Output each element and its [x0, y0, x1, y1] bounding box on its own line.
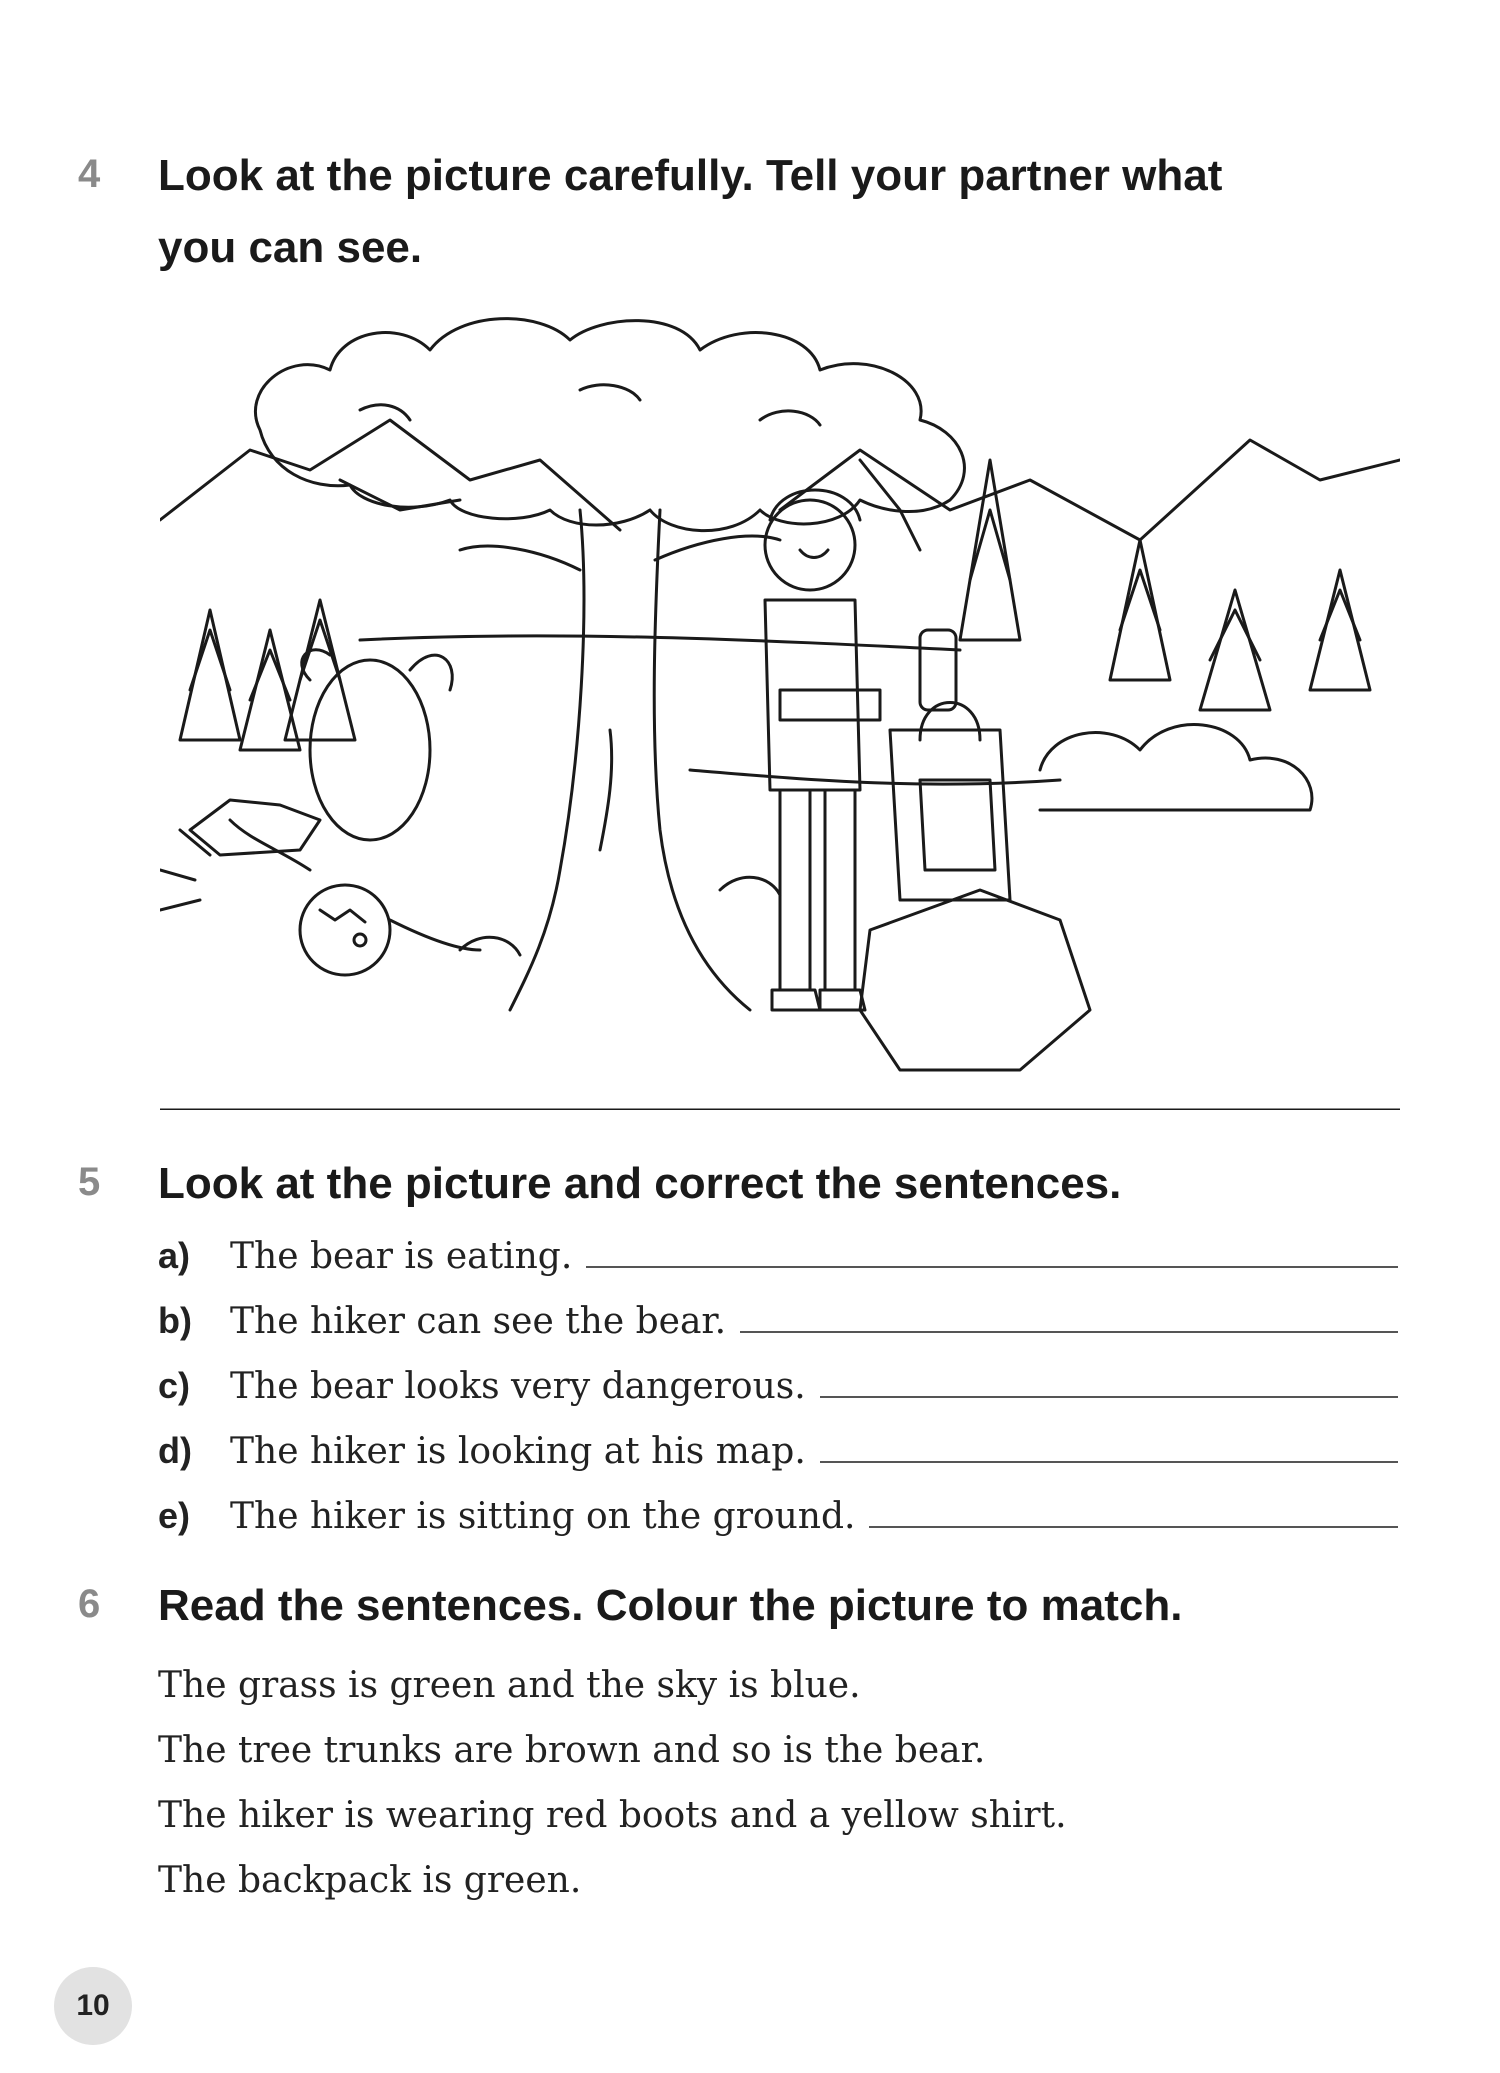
item-sentence: The bear is eating.: [230, 1236, 573, 1277]
item-letter: a): [158, 1235, 191, 1276]
item-sentence: The hiker is looking at his map.: [230, 1431, 806, 1472]
item-sentence: The bear looks very dangerous.: [230, 1366, 806, 1407]
tree-trunk-drawing: [460, 510, 780, 1010]
answer-line[interactable]: [869, 1502, 1398, 1528]
exercise-4-title-line-1: Look at the picture carefully. Tell your partner what: [158, 151, 1223, 200]
answer-line[interactable]: [586, 1242, 1398, 1268]
bear-drawing: [160, 650, 480, 975]
exercise-6-title: Read the sentences. Colour the picture to match.: [158, 1581, 1183, 1630]
answer-line[interactable]: [740, 1307, 1398, 1333]
item-letter: d): [158, 1430, 192, 1471]
boulder-drawing: [860, 890, 1090, 1070]
coloring-picture[interactable]: [160, 310, 1400, 1110]
answer-line[interactable]: [820, 1437, 1398, 1463]
hiker-drawing: [765, 490, 880, 1010]
exercise-5-item-e: [158, 1495, 1398, 1555]
colour-sentence: The hiker is wearing red boots and a yellow shirt.: [158, 1795, 1067, 1836]
exercise-4-number: 4: [78, 152, 101, 196]
answer-line[interactable]: [820, 1372, 1398, 1398]
item-letter: b): [158, 1300, 192, 1341]
item-letter: e): [158, 1495, 191, 1536]
bushes-drawing: [460, 725, 1312, 955]
exercise-5-item-d: [158, 1430, 1398, 1490]
exercise-4-title-line-2: you can see.: [158, 223, 423, 272]
pine-trees-drawing: [180, 460, 1370, 750]
rock-drawing: [190, 800, 320, 855]
backpack-drawing: [890, 630, 1010, 900]
tree-canopy-drawing: [255, 319, 964, 531]
exercise-5-item-a: [158, 1235, 1398, 1295]
item-letter: c): [158, 1365, 191, 1406]
exercise-5-title: Look at the picture and correct the sentences.: [158, 1159, 1122, 1208]
exercise-6-number: 6: [78, 1582, 101, 1626]
item-sentence: The hiker can see the bear.: [230, 1301, 727, 1342]
colour-sentence: The tree trunks are brown and so is the bear.: [158, 1730, 986, 1771]
exercise-5-number: 5: [78, 1160, 101, 1204]
colour-sentence: The backpack is green.: [158, 1860, 582, 1901]
exercise-5-item-b: [158, 1300, 1398, 1360]
exercise-5-item-c: [158, 1365, 1398, 1425]
colour-sentence: The grass is green and the sky is blue.: [158, 1665, 861, 1706]
item-sentence: The hiker is sitting on the ground.: [230, 1496, 856, 1537]
page-number: 10: [54, 1967, 132, 2045]
